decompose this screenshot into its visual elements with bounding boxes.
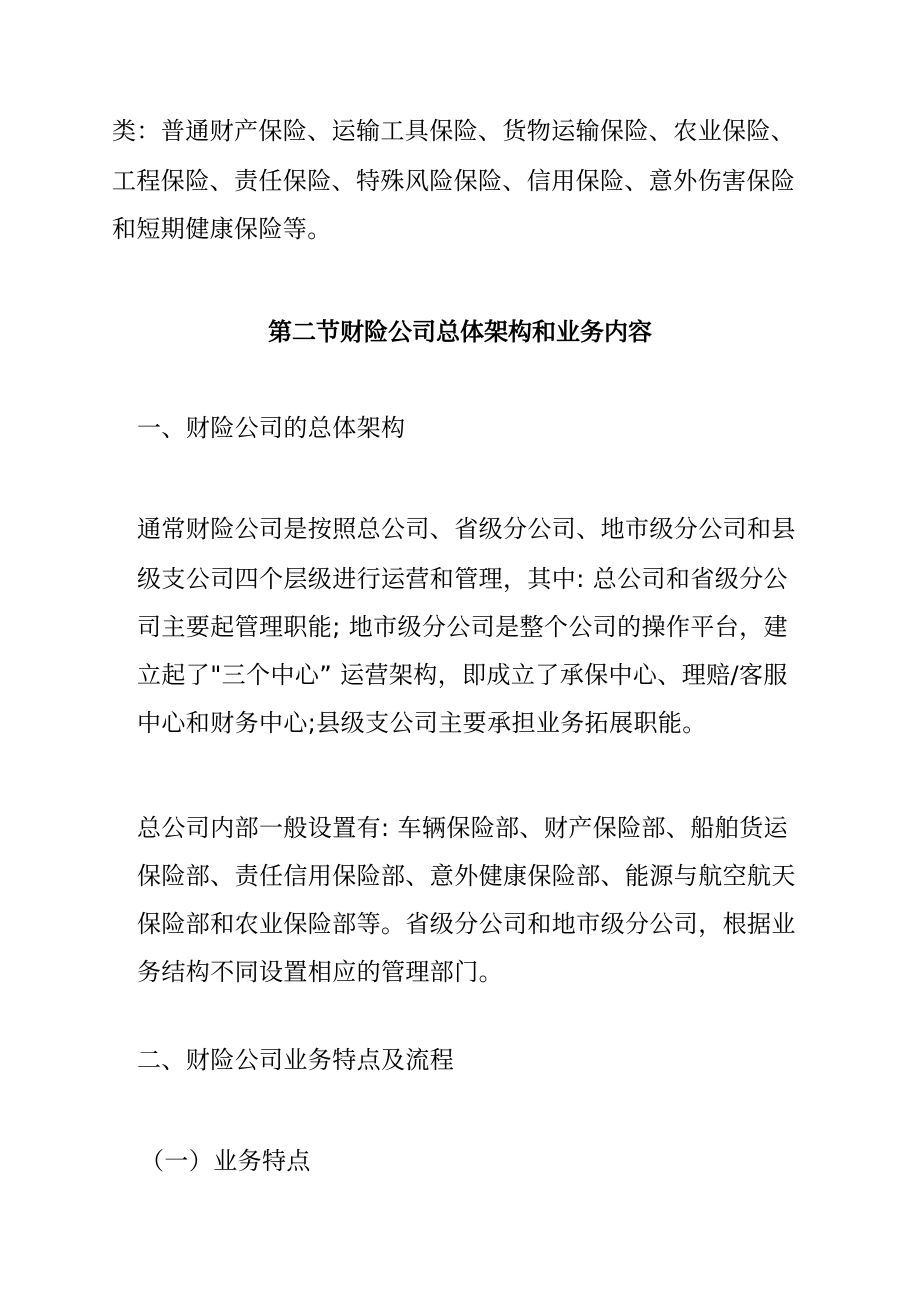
section-title: 第二节财险公司总体架构和业务内容 [268,318,652,346]
intro-line-1: 类：普通财产保险、运输工具保险、货物运输保险、农业保险、 [112,117,796,145]
paragraph-1-line-5: 中心和财务中心;县级支公司主要承担业务拓展职能。 [137,709,707,737]
paragraph-2-line-2: 保险部、责任信用保险部、意外健康保险部、能源与航空航天 [137,862,796,890]
heading-1: 一、财险公司的总体架构 [137,414,406,442]
paragraph-1-line-2: 级支公司四个层级进行运营和管理，其中: 总公司和省级分公 [137,565,788,593]
paragraph-2-line-4: 务结构不同设置相应的管理部门。 [137,958,503,986]
paragraph-2-line-3: 保险部和农业保险部等。省级分公司和地市级分公司，根据业 [137,910,796,938]
heading-2: 二、财险公司业务特点及流程 [137,1046,455,1074]
intro-line-3: 和短期健康保险等。 [112,215,332,243]
paragraph-1-line-1: 通常财险公司是按照总公司、省级分公司、地市级分公司和县 [137,515,796,543]
subheading-1: （一）业务特点 [140,1147,311,1175]
intro-line-2: 工程保险、责任保险、特殊风险保险、信用保险、意外伤害保险 [112,167,796,195]
paragraph-1-line-4: 立起了"三个中心” 运营架构，即成立了承保中心、理赔/客服 [137,661,788,689]
paragraph-1-line-3: 司主要起管理职能; 地市级分公司是整个公司的操作平台，建 [137,613,788,641]
paragraph-2-line-1: 总公司内部一般设置有: 车辆保险部、财产保险部、船舶货运 [137,814,788,842]
